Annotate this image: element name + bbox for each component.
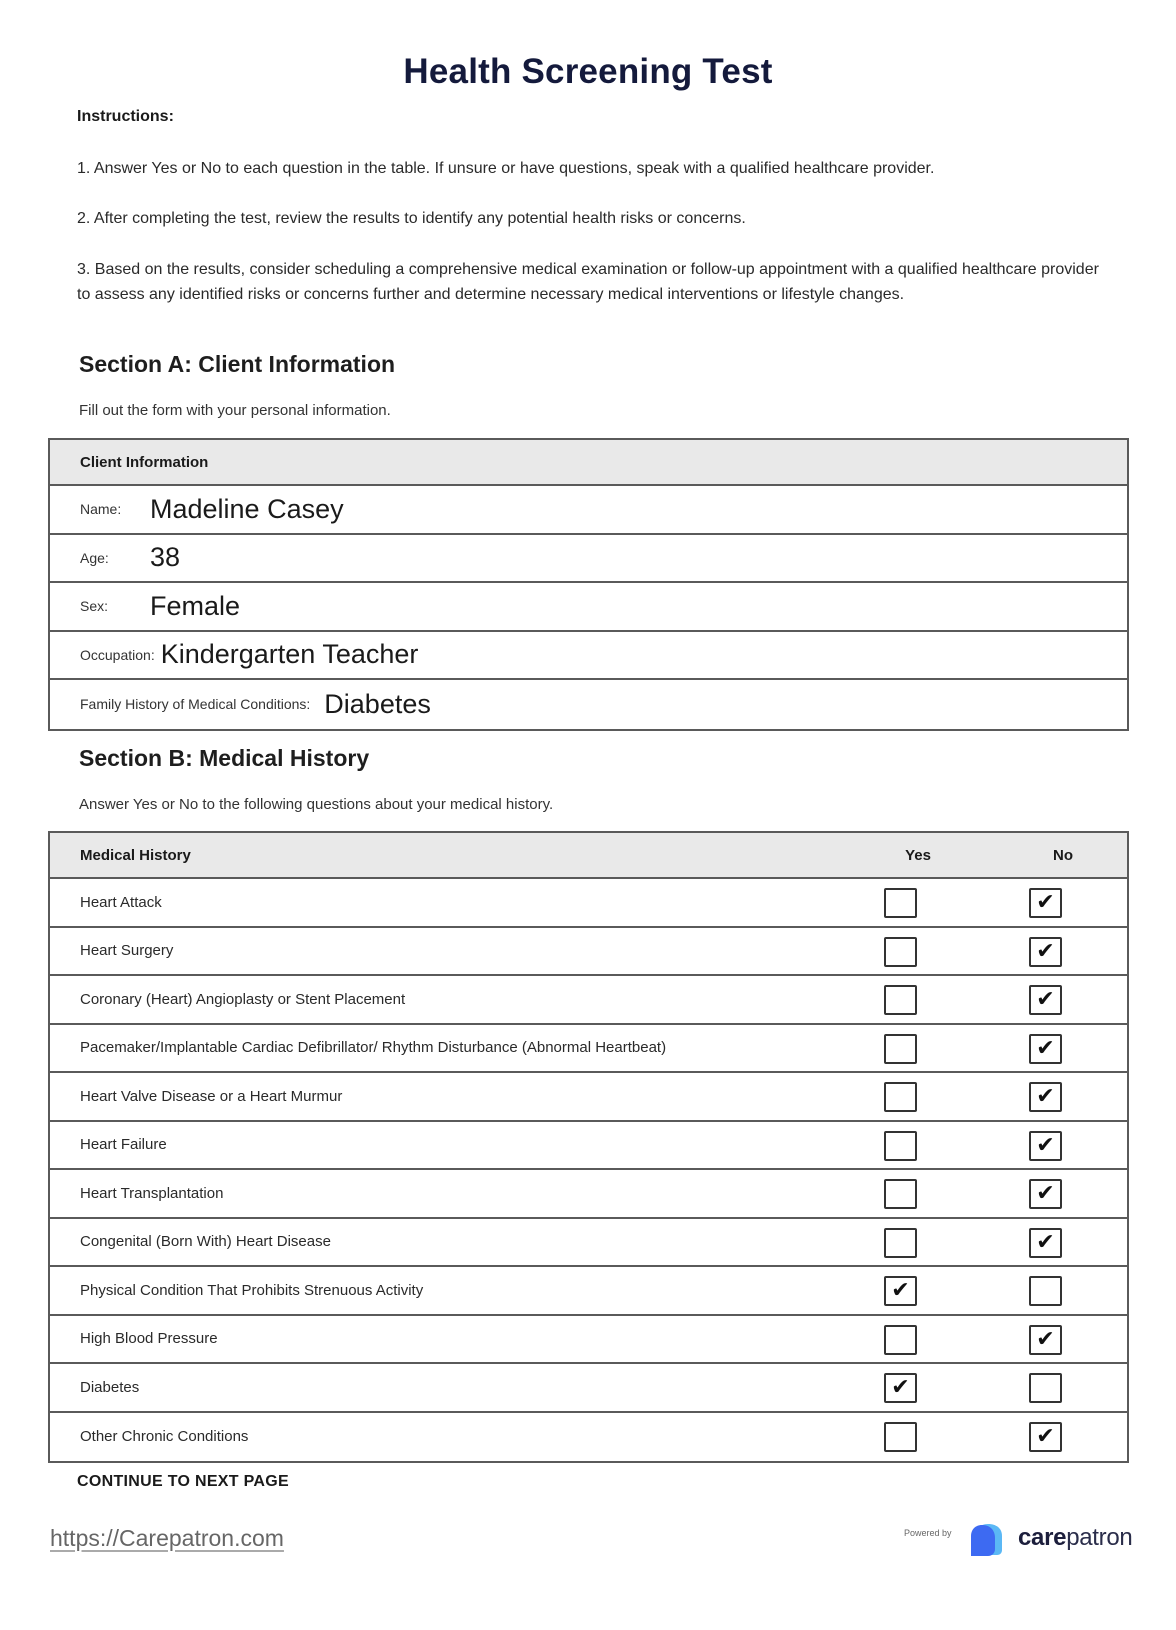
question-label: Heart Transplantation bbox=[80, 1184, 224, 1202]
checkmark-icon: ✔ bbox=[1036, 1084, 1055, 1109]
medical-history-table bbox=[48, 831, 1129, 1463]
medical-history-rows bbox=[50, 879, 1127, 1461]
yes-checkbox[interactable] bbox=[884, 1373, 917, 1403]
yes-checkbox[interactable] bbox=[884, 1034, 917, 1064]
table-row bbox=[50, 976, 1127, 1025]
checkmark-icon: ✔ bbox=[1036, 1229, 1055, 1255]
question-label: Other Chronic Conditions bbox=[80, 1428, 249, 1446]
no-checkbox[interactable] bbox=[1029, 937, 1062, 967]
section-a-title: Section A: Client Information bbox=[79, 351, 396, 377]
age-row bbox=[50, 535, 1127, 584]
carepatron-link[interactable]: https://Carepatron.com bbox=[50, 1525, 284, 1551]
question-label: Congenital (Born With) Heart Disease bbox=[80, 1233, 331, 1251]
medical-table-header-label: Medical History bbox=[80, 846, 191, 864]
checkmark-icon: ✔ bbox=[1036, 1132, 1055, 1158]
yes-checkbox[interactable] bbox=[884, 1131, 917, 1161]
table-row bbox=[50, 1122, 1127, 1171]
sex-label: Sex: bbox=[80, 598, 109, 615]
yes-checkbox[interactable] bbox=[884, 1179, 917, 1209]
yes-checkbox[interactable] bbox=[884, 1228, 917, 1258]
family-history-field[interactable]: Diabetes bbox=[324, 688, 431, 719]
no-checkbox[interactable] bbox=[1029, 1228, 1062, 1258]
sex-row bbox=[50, 583, 1127, 632]
name-row bbox=[50, 486, 1127, 535]
occupation-field[interactable]: Kindergarten Teacher bbox=[160, 639, 419, 670]
question-label: High Blood Pressure bbox=[80, 1330, 218, 1348]
checkmark-icon: ✔ bbox=[1036, 1035, 1055, 1061]
table-row bbox=[50, 1267, 1127, 1316]
question-label: Heart Failure bbox=[80, 1136, 167, 1154]
client-table-header bbox=[50, 440, 1127, 486]
checkmark-icon: ✔ bbox=[891, 1375, 910, 1400]
carepatron-logo-text bbox=[1018, 1524, 1132, 1552]
yes-checkbox[interactable] bbox=[884, 1082, 917, 1112]
powered-by-label: Powered by bbox=[904, 1528, 952, 1538]
age-field[interactable]: 38 bbox=[150, 542, 181, 573]
no-checkbox[interactable] bbox=[1029, 1276, 1062, 1306]
yes-checkbox[interactable] bbox=[884, 1422, 917, 1452]
carepatron-logo-icon bbox=[968, 1522, 1016, 1556]
yes-checkbox[interactable] bbox=[884, 1325, 917, 1355]
instruction-item-2: 2. After completing the test, review the results to identify any potential health risks or concerns. bbox=[77, 210, 746, 227]
table-row bbox=[50, 1073, 1127, 1122]
checkmark-icon: ✔ bbox=[1036, 987, 1055, 1012]
no-checkbox[interactable] bbox=[1029, 1179, 1062, 1209]
client-information-table bbox=[48, 438, 1129, 731]
instruction-item-1: 1. Answer Yes or No to each question in the table. If unsure or have questions, speak with a qualified healthcare provider. bbox=[77, 160, 935, 177]
table-row bbox=[50, 928, 1127, 977]
yes-column-header: Yes bbox=[905, 846, 931, 864]
question-label: Heart Surgery bbox=[80, 942, 174, 960]
checkmark-icon: ✔ bbox=[1036, 1181, 1055, 1206]
yes-checkbox[interactable] bbox=[884, 888, 917, 918]
checkmark-icon: ✔ bbox=[1036, 938, 1055, 964]
yes-checkbox[interactable] bbox=[884, 937, 917, 967]
checkmark-icon: ✔ bbox=[1036, 1326, 1055, 1352]
brand-regular: patron bbox=[1066, 1524, 1133, 1551]
question-label: Heart Attack bbox=[80, 893, 162, 911]
table-row bbox=[50, 1025, 1127, 1074]
no-checkbox[interactable] bbox=[1029, 1422, 1062, 1452]
table-row bbox=[50, 1316, 1127, 1365]
question-label: Heart Valve Disease or a Heart Murmur bbox=[80, 1087, 343, 1105]
question-label: Coronary (Heart) Angioplasty or Stent Placement bbox=[80, 990, 406, 1008]
no-checkbox[interactable] bbox=[1029, 1131, 1062, 1161]
question-label: Physical Condition That Prohibits Strenuous Activity bbox=[80, 1281, 424, 1299]
no-checkbox[interactable] bbox=[1029, 1034, 1062, 1064]
continue-to-next-page: CONTINUE TO NEXT PAGE bbox=[77, 1473, 289, 1490]
table-row bbox=[50, 879, 1127, 928]
instruction-item-3: 3. Based on the results, consider scheduling a comprehensive medical examination or follow-up appointment with a qualified healthcare provider to assess any identified risks or concerns further and determine necessary medical interventions or lifestyle changes. bbox=[77, 261, 1099, 303]
checkmark-icon: ✔ bbox=[891, 1278, 910, 1303]
table-row bbox=[50, 1413, 1127, 1462]
section-a-description: Fill out the form with your personal information. bbox=[79, 402, 391, 419]
table-row bbox=[50, 1364, 1127, 1413]
sex-field[interactable]: Female bbox=[150, 590, 241, 621]
section-b-title: Section B: Medical History bbox=[79, 745, 370, 771]
no-checkbox[interactable] bbox=[1029, 888, 1062, 918]
occupation-label: Occupation: bbox=[80, 646, 155, 663]
table-row bbox=[50, 1170, 1127, 1219]
occupation-row bbox=[50, 632, 1127, 681]
age-label: Age: bbox=[80, 549, 109, 566]
yes-checkbox[interactable] bbox=[884, 1276, 917, 1306]
section-b-description: Answer Yes or No to the following questions about your medical history. bbox=[79, 796, 554, 813]
client-table-header-label: Client Information bbox=[80, 453, 209, 471]
checkmark-icon: ✔ bbox=[1036, 1423, 1055, 1449]
no-checkbox[interactable] bbox=[1029, 985, 1062, 1015]
name-label: Name: bbox=[80, 501, 122, 518]
instructions-label: Instructions: bbox=[77, 108, 174, 125]
question-label: Pacemaker/Implantable Cardiac Defibrillator/ Rhythm Disturbance (Abnormal Heartbeat) bbox=[80, 1039, 667, 1057]
name-field[interactable]: Madeline Casey bbox=[150, 493, 344, 524]
medical-table-header bbox=[50, 833, 1127, 879]
table-row bbox=[50, 1219, 1127, 1268]
checkmark-icon: ✔ bbox=[1036, 890, 1055, 915]
no-column-header: No bbox=[1053, 846, 1073, 864]
no-checkbox[interactable] bbox=[1029, 1082, 1062, 1112]
no-checkbox[interactable] bbox=[1029, 1373, 1062, 1403]
family-history-row bbox=[50, 680, 1127, 729]
family-history-label: Family History of Medical Conditions: bbox=[80, 696, 311, 713]
yes-checkbox[interactable] bbox=[884, 985, 917, 1015]
document-title: Health Screening Test bbox=[403, 52, 773, 91]
no-checkbox[interactable] bbox=[1029, 1325, 1062, 1355]
question-label: Diabetes bbox=[80, 1378, 140, 1396]
brand-bold: care bbox=[1018, 1524, 1067, 1551]
